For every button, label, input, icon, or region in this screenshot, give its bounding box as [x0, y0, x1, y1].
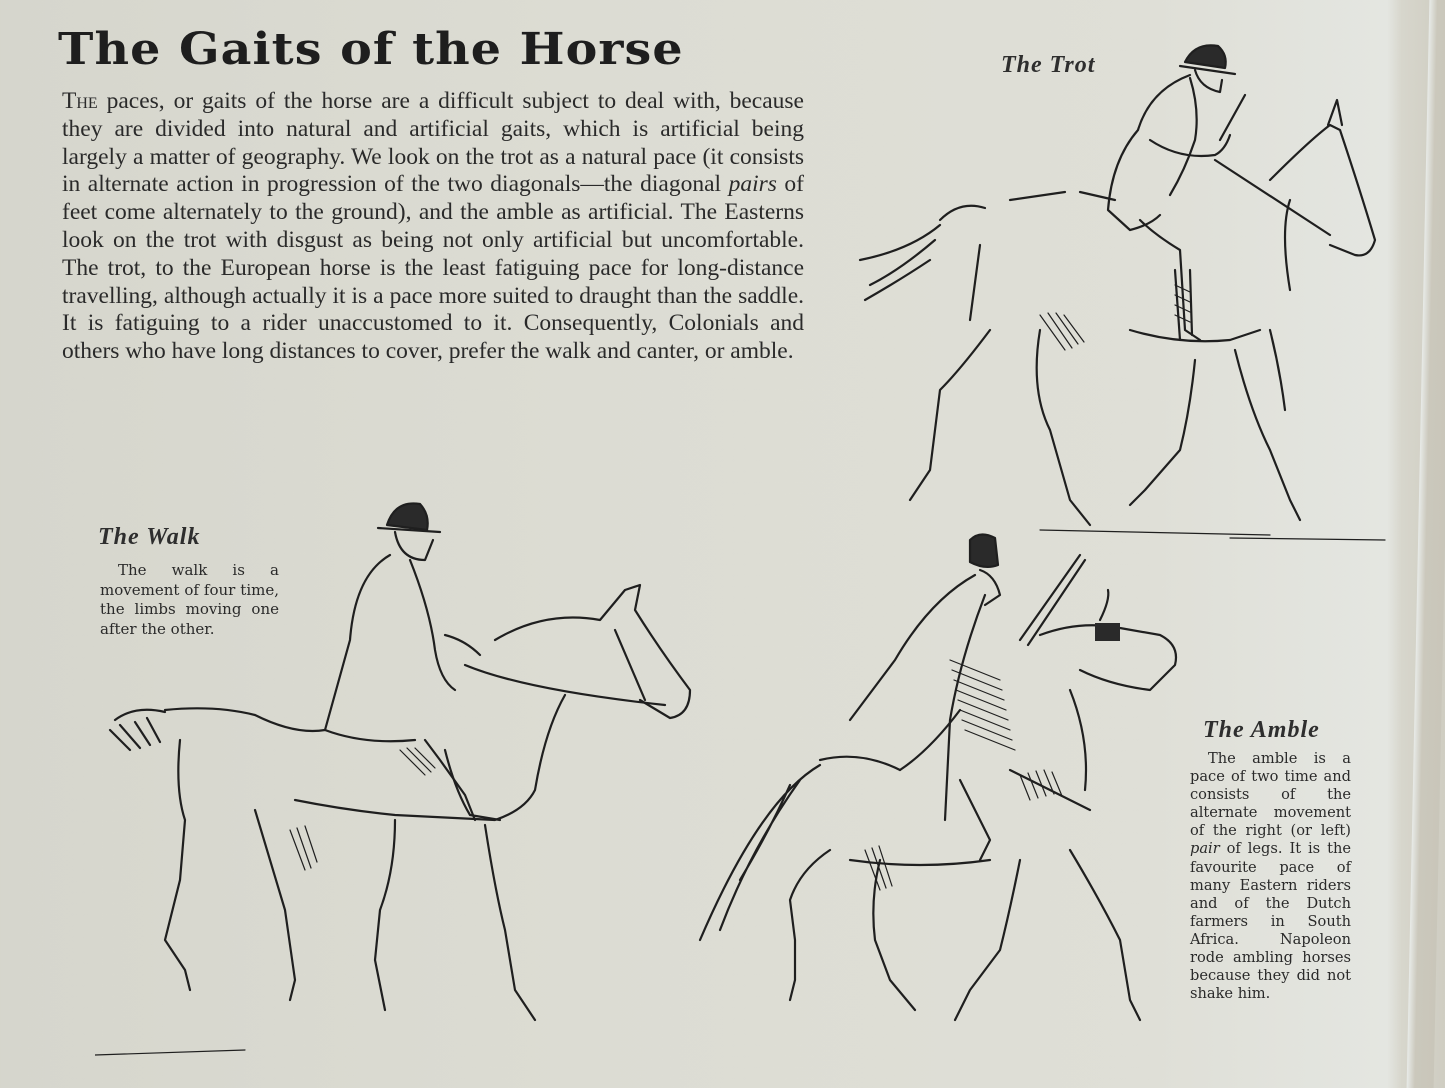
page-fold-shadow — [1407, 0, 1445, 1088]
amble-text-2: of legs. It is the favourite pace of many Eastern riders and of the Dutch farmers in South Africa. Napoleon rode ambling horses because they did not shake him. — [1190, 840, 1351, 1003]
intro-italic: pairs — [728, 171, 777, 198]
intro-paragraph — [62, 88, 804, 366]
walk-illustration — [95, 490, 705, 1070]
walk-heading: The Walk — [98, 524, 201, 550]
intro-lead: The — [62, 88, 98, 114]
amble-description — [1190, 750, 1351, 1003]
amble-heading: The Amble — [1203, 717, 1320, 743]
intro-text-2: of feet come alternately to the ground), and the amble as artificial. The Easterns look on the trot with disgust as being not only artificial but uncomfortable. The trot, to the European horse is the least fatiguing pace for long-distance travelling, although actually it is a pace more suited to draught than the saddle. It is fatiguing to a rider unaccustomed to it. Consequently, Colonials and others who have long distances to cover, prefer the walk and canter, or amble. — [62, 171, 804, 365]
trot-heading: The Trot — [1001, 52, 1096, 78]
amble-text-1: The amble is a pace of two time and consists of the alternate movement of the right (or left) — [1190, 750, 1351, 840]
amble-illustration — [680, 520, 1240, 1040]
intro-text-1: paces, or gaits of the horse are a difficult subject to deal with, because they are divided into natural and artificial gaits, which is artificial being largely a matter of geography. We look on the trot as a natural pace (it consists in alternate action in progression of the two diagonals—the diagonal — [62, 88, 804, 198]
trot-illustration — [850, 30, 1400, 550]
page-title: The Gaits of the Horse — [58, 24, 684, 75]
walk-description: The walk is a movement of four time, the limbs moving one after the other. — [100, 561, 279, 638]
amble-italic: pair — [1190, 840, 1220, 858]
